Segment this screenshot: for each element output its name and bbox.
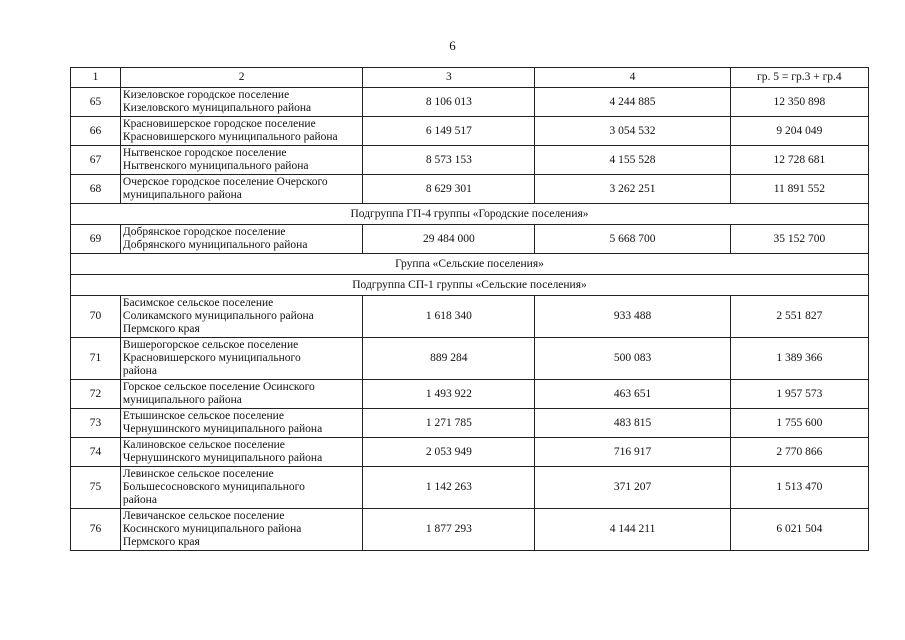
value-col-3: 6 149 517 [363, 117, 535, 146]
table-row [71, 225, 869, 254]
table-row [71, 175, 869, 204]
value-col-5-total: 1 755 600 [730, 409, 868, 438]
table-row [71, 509, 869, 551]
row-number: 75 [71, 467, 121, 509]
value-col-4: 500 083 [535, 338, 730, 380]
table-row [71, 146, 869, 175]
settlement-name: Вишерогорское сельское поселение Красновишерского муниципального района [120, 338, 362, 380]
value-col-3: 1 877 293 [363, 509, 535, 551]
table-row [71, 88, 869, 117]
value-col-3: 2 053 949 [363, 438, 535, 467]
value-col-5-total: 2 551 827 [730, 296, 868, 338]
value-col-4: 371 207 [535, 467, 730, 509]
settlement-name: Калиновское сельское поселение Чернушинского муниципального района [120, 438, 362, 467]
header-col-1: 1 [71, 68, 121, 88]
value-col-5-total: 11 891 552 [730, 175, 868, 204]
row-number: 65 [71, 88, 121, 117]
header-col-3: 3 [363, 68, 535, 88]
settlement-name: Левинское сельское поселение Большесосновского муниципального района [120, 467, 362, 509]
group-header-row [71, 275, 869, 296]
group-header-row [71, 204, 869, 225]
value-col-5-total: 12 350 898 [730, 88, 868, 117]
value-col-4: 4 244 885 [535, 88, 730, 117]
value-col-5-total: 1 389 366 [730, 338, 868, 380]
value-col-3: 8 629 301 [363, 175, 535, 204]
value-col-4: 3 054 532 [535, 117, 730, 146]
value-col-5-total: 2 770 866 [730, 438, 868, 467]
row-number: 74 [71, 438, 121, 467]
table-row [71, 117, 869, 146]
table-row [71, 296, 869, 338]
row-number: 66 [71, 117, 121, 146]
header-col-2: 2 [120, 68, 362, 88]
value-col-3: 8 573 153 [363, 146, 535, 175]
value-col-3: 1 493 922 [363, 380, 535, 409]
value-col-5-total: 1 513 470 [730, 467, 868, 509]
settlement-name: Очерское городское поселение Очерского муниципального района [120, 175, 362, 204]
header-col-4: 4 [535, 68, 730, 88]
value-col-4: 4 155 528 [535, 146, 730, 175]
row-number: 71 [71, 338, 121, 380]
value-col-3: 8 106 013 [363, 88, 535, 117]
value-col-3: 29 484 000 [363, 225, 535, 254]
settlement-name: Басимское сельское поселение Соликамского муниципального района Пермского края [120, 296, 362, 338]
value-col-5-total: 12 728 681 [730, 146, 868, 175]
row-number: 70 [71, 296, 121, 338]
row-number: 73 [71, 409, 121, 438]
value-col-4: 716 917 [535, 438, 730, 467]
value-col-4: 5 668 700 [535, 225, 730, 254]
row-number: 72 [71, 380, 121, 409]
group-title: Подгруппа ГП-4 группы «Городские поселения» [71, 204, 869, 225]
value-col-5-total: 35 152 700 [730, 225, 868, 254]
header-col-5: гр. 5 = гр.3 + гр.4 [730, 68, 868, 88]
row-number: 67 [71, 146, 121, 175]
table-row [71, 409, 869, 438]
value-col-3: 1 618 340 [363, 296, 535, 338]
value-col-4: 483 815 [535, 409, 730, 438]
settlement-name: Горское сельское поселение Осинского муниципального района [120, 380, 362, 409]
row-number: 76 [71, 509, 121, 551]
value-col-4: 4 144 211 [535, 509, 730, 551]
value-col-3: 889 284 [363, 338, 535, 380]
value-col-3: 1 271 785 [363, 409, 535, 438]
settlement-name: Нытвенское городское поселение Нытвенского муниципального района [120, 146, 362, 175]
row-number: 69 [71, 225, 121, 254]
group-title: Подгруппа СП-1 группы «Сельские поселения» [71, 275, 869, 296]
value-col-4: 3 262 251 [535, 175, 730, 204]
table-row [71, 380, 869, 409]
page-number: 6 [449, 38, 456, 53]
value-col-4: 463 651 [535, 380, 730, 409]
value-col-5-total: 6 021 504 [730, 509, 868, 551]
table-row [71, 467, 869, 509]
group-title: Группа «Сельские поселения» [71, 254, 869, 275]
settlement-name: Красновишерское городское поселение Красновишерского муниципального района [120, 117, 362, 146]
value-col-5-total: 1 957 573 [730, 380, 868, 409]
table-row [71, 338, 869, 380]
value-col-4: 933 488 [535, 296, 730, 338]
group-header-row [71, 254, 869, 275]
row-number: 68 [71, 175, 121, 204]
table-row [71, 438, 869, 467]
settlement-name: Етышинское сельское поселение Чернушинского муниципального района [120, 409, 362, 438]
settlement-name: Левичанское сельское поселение Косинского муниципального района Пермского края [120, 509, 362, 551]
value-col-3: 1 142 263 [363, 467, 535, 509]
settlement-name: Кизеловское городское поселение Кизеловского муниципального района [120, 88, 362, 117]
table-header-row [71, 68, 869, 88]
settlement-name: Добрянское городское поселение Добрянского муниципального района [120, 225, 362, 254]
value-col-5-total: 9 204 049 [730, 117, 868, 146]
budget-table [70, 67, 869, 551]
